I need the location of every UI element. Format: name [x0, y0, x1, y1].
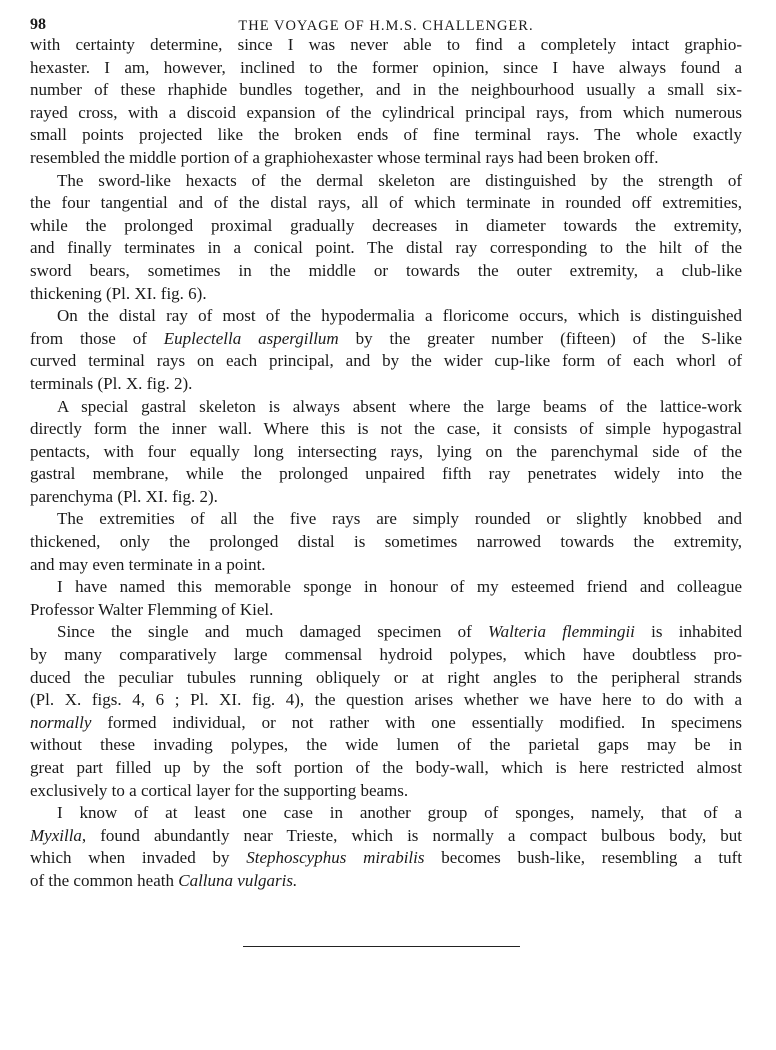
text-segment: of the common heath [30, 870, 179, 890]
text-segment: Professor Walter Flemming of Kiel. [30, 599, 274, 619]
body-text [30, 34, 742, 893]
text-segment: hexaster. I am, however, inclined to the former opinion, since I have always found a [30, 57, 742, 77]
text-segment: thickening (Pl. XI. fig. 6). [30, 283, 207, 303]
text-segment: The extremities of all the five rays are simply rounded or slightly knobbed and [57, 509, 742, 529]
text-segment: exclusively to a cortical layer for the supporting beams. [30, 780, 409, 800]
text-line [30, 508, 742, 531]
text-segment: parenchyma (Pl. XI. fig. 2). [30, 486, 218, 506]
italic-taxon-name: Stephoscyphus mirabilis [246, 848, 425, 868]
text-segment: directly form the inner wall. Where this is not the case, it consists of simple hypogastral [30, 419, 742, 439]
text-line [30, 599, 742, 622]
text-segment: Since the single and much damaged specimen of [57, 622, 489, 642]
text-segment: The sword-like hexacts of the dermal skeleton are distinguished by the strength of [57, 170, 742, 190]
text-line [30, 170, 742, 193]
text-line [30, 531, 742, 554]
text-segment: rayed cross, with a discoid expansion of the cylindrical principal rays, from which numerous [30, 102, 742, 122]
text-line [30, 283, 742, 306]
paragraph [30, 576, 742, 621]
text-line [30, 34, 742, 57]
text-segment: I have named this memorable sponge in honour of my esteemed friend and colleague [57, 577, 742, 597]
text-segment: and may even terminate in a point. [30, 554, 266, 574]
text-line [30, 350, 742, 373]
italic-taxon-name: Euplectella aspergillum [163, 328, 339, 348]
text-line [30, 576, 742, 599]
paragraph [30, 170, 742, 306]
text-segment: (Pl. X. figs. 4, 6 ; Pl. XI. fig. 4), the question arises whether we have here to do with a [30, 690, 742, 710]
text-line [30, 802, 742, 825]
text-segment: I know of at least one case in another group of sponges, namely, that of a [57, 803, 742, 823]
text-segment: thickened, only the prolonged distal is sometimes narrowed towards the extremity, [30, 532, 742, 552]
italic-taxon-name: Calluna vulgaris. [178, 870, 298, 890]
text-line [30, 689, 742, 712]
text-line [30, 486, 742, 509]
text-line [30, 644, 742, 667]
paragraph [30, 802, 742, 892]
italic-taxon-name: Walteria flemmingii [488, 622, 635, 642]
text-line [30, 847, 742, 870]
text-line [30, 554, 742, 577]
text-line [30, 870, 742, 893]
text-segment: great part filled up by the soft portion of the body-wall, which is here restricted almost [30, 758, 742, 777]
text-line [30, 328, 742, 351]
paragraph [30, 396, 742, 509]
text-segment: sword bears, sometimes in the middle or towards the outer extremity, a club-like [30, 260, 742, 280]
running-title: THE VOYAGE OF H.M.S. CHALLENGER. [238, 18, 534, 34]
text-segment: resembled the middle portion of a graphiohexaster whose terminal rays had been broken off. [30, 147, 659, 167]
italic-taxon-name: Myxilla [30, 825, 82, 845]
text-line [30, 463, 742, 486]
text-segment: is inhabited [634, 622, 742, 642]
text-segment: by the greater number (fifteen) of the S-like [338, 328, 742, 348]
text-line [30, 396, 742, 419]
paragraph [30, 621, 742, 802]
text-line [30, 780, 742, 803]
text-segment: and finally terminates in a conical point. The distal ray corresponding to the hilt of the [30, 238, 742, 258]
text-segment: from those of [30, 328, 164, 348]
paragraph [30, 34, 742, 170]
text-segment: without these invading polypes, the wide lumen of the parietal gaps may be in [30, 735, 742, 755]
text-line [30, 757, 742, 780]
italic-taxon-name: normally [30, 712, 92, 732]
text-line [30, 418, 742, 441]
text-segment: small points projected like the broken ends of fine terminal rays. The whole exactly [30, 125, 742, 145]
text-segment: duced the peculiar tubules running obliquely or at right angles to the peripheral strands [30, 667, 742, 687]
text-segment: formed individual, or not rather with one essentially modified. In specimens [91, 712, 742, 732]
text-segment: which when invaded by [30, 848, 247, 868]
text-line [30, 57, 742, 80]
text-segment: while the prolonged proximal gradually decreases in diameter towards the extremity, [30, 215, 742, 235]
text-segment: pentacts, with four equally long intersecting rays, lying on the parenchymal side of the [30, 441, 742, 461]
text-line [30, 373, 742, 396]
text-line [30, 825, 742, 848]
text-line [30, 441, 742, 464]
text-segment: with certainty determine, since I was never able to find a completely intact graphio- [30, 35, 742, 54]
text-segment: number of these rhaphide bundles together, and in the neighbourhood usually a small six- [30, 80, 742, 100]
text-line [30, 124, 742, 147]
end-rule-divider [243, 946, 520, 947]
text-line [30, 734, 742, 757]
text-segment: by many comparatively large commensal hydroid polypes, which have doubtless pro- [30, 645, 742, 665]
paragraph [30, 508, 742, 576]
text-segment: gastral membrane, while the prolonged unpaired fifth ray penetrates widely into the [30, 464, 742, 484]
text-segment: A special gastral skeleton is always absent where the large beams of the lattice-work [57, 396, 742, 416]
text-segment: , found abundantly near Trieste, which is normally a compact bulbous body, but [81, 825, 742, 845]
text-segment: terminals (Pl. X. fig. 2). [30, 373, 193, 393]
text-line [30, 215, 742, 238]
text-line [30, 79, 742, 102]
text-line [30, 260, 742, 283]
text-line [30, 147, 742, 170]
text-line [30, 237, 742, 260]
paragraph [30, 305, 742, 395]
text-segment: On the distal ray of most of the hypodermalia a floricome occurs, which is distinguished [57, 306, 742, 326]
text-line [30, 305, 742, 328]
text-line [30, 192, 742, 215]
text-line [30, 621, 742, 644]
text-line [30, 102, 742, 125]
page-number: 98 [30, 16, 46, 33]
text-line [30, 712, 742, 735]
text-segment: curved terminal rays on each principal, and by the wider cup-like form of each whorl of [30, 351, 742, 371]
text-segment: the four tangential and of the distal rays, all of which terminate in rounded off extremities, [30, 193, 742, 213]
text-line [30, 667, 742, 690]
text-segment: becomes bush-like, resembling a tuft [424, 848, 742, 868]
